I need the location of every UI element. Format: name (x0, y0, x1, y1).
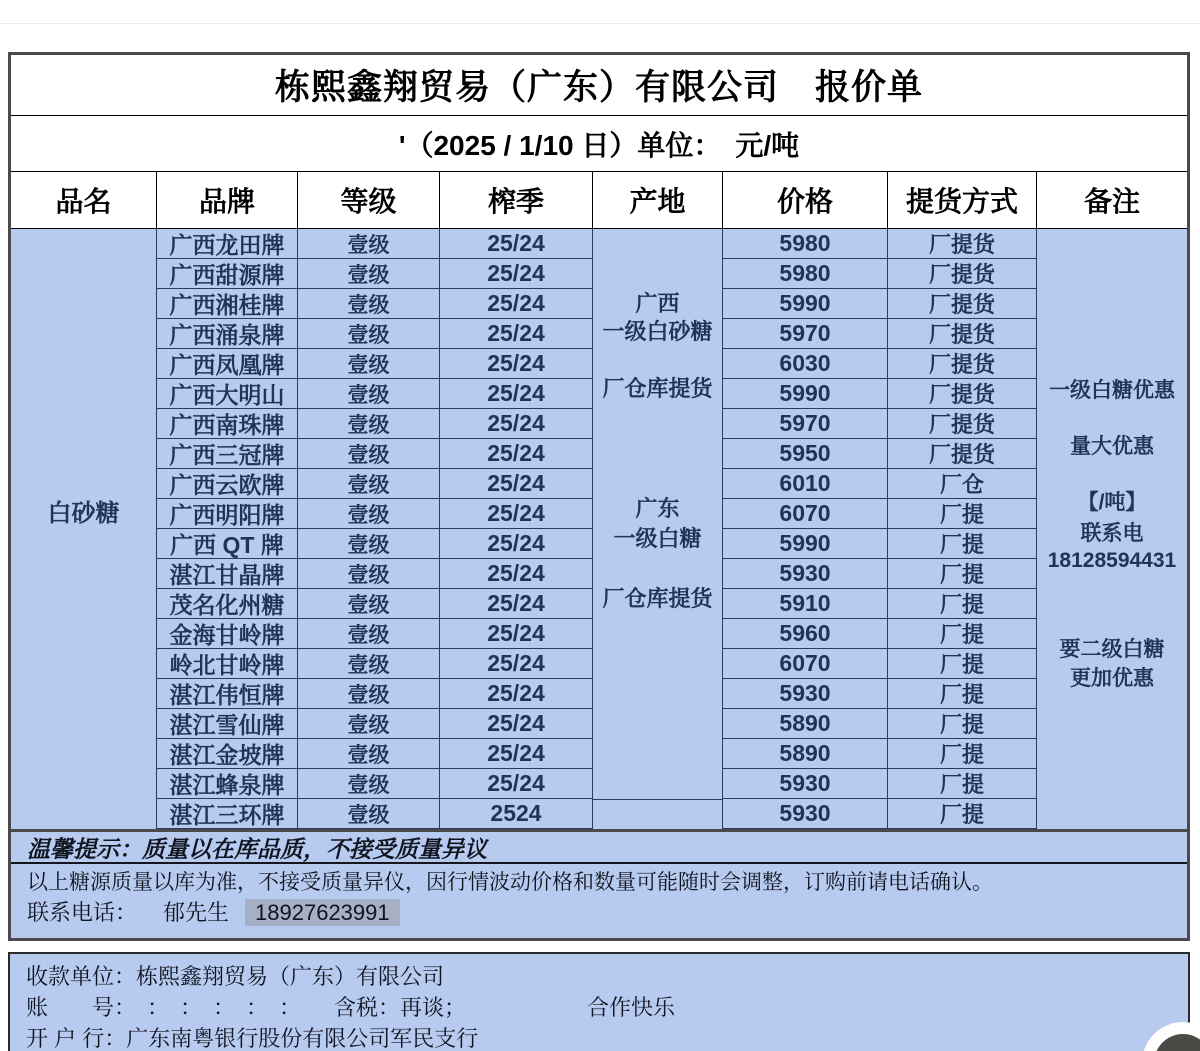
season-cell: 25/24 (440, 379, 593, 409)
table-row (157, 769, 593, 799)
grade-cell: 壹级 (298, 589, 440, 619)
season-cell: 25/24 (440, 559, 593, 589)
grade-cell: 壹级 (298, 439, 440, 469)
season-cell: 25/24 (440, 469, 593, 499)
brand-cell: 广西大明山 (157, 379, 298, 409)
season-cell: 25/24 (440, 709, 593, 739)
table-row (157, 349, 593, 379)
table-row (157, 559, 593, 589)
pickup-cell: 厂提货 (888, 379, 1037, 409)
column-header: 价格 (723, 172, 888, 228)
origin-text: 厂仓库提货 (602, 586, 713, 611)
disclaimer-line: 以上糖源质量以库为准，不接受质量异仪，因行情波动价格和数量可能随时会调整，订购前请电话确认。 (27, 871, 993, 894)
pickup-cell: 厂仓 (888, 469, 1037, 499)
contact-name: 郁先生 (163, 900, 230, 925)
table-row (723, 469, 1037, 499)
brand-cell: 茂名化州糖 (157, 589, 298, 619)
remark-text: 要二级白糖 (1059, 638, 1165, 661)
grade-cell: 壹级 (298, 289, 440, 319)
brand-cell: 广西涌泉牌 (157, 319, 298, 349)
grade-cell: 壹级 (298, 379, 440, 409)
brand-cell: 金海甘岭牌 (157, 619, 298, 649)
grade-cell: 壹级 (298, 319, 440, 349)
date-row (11, 116, 1187, 172)
table-row (723, 679, 1037, 709)
table-row (723, 229, 1037, 259)
table-row (723, 349, 1037, 379)
season-cell: 25/24 (440, 589, 593, 619)
bank-line: 开 户 行：广东南粤银行股份有限公司军民支行 (26, 1026, 479, 1051)
season-cell: 25/24 (440, 649, 593, 679)
grade-cell: 壹级 (298, 709, 440, 739)
price-cell: 6030 (723, 349, 888, 379)
column-header: 备注 (1083, 186, 1140, 217)
title-row (11, 55, 1187, 116)
price-cell: 5910 (723, 589, 888, 619)
grade-cell: 壹级 (298, 409, 440, 439)
season-cell: 25/24 (440, 229, 593, 259)
remark-text: 量大优惠 (1070, 435, 1154, 458)
price-cell: 5990 (723, 289, 888, 319)
table-row (723, 499, 1037, 529)
origin-text: 一级白糖 (613, 526, 702, 551)
origin-text: 一级白砂糖 (602, 319, 713, 344)
table-row (723, 769, 1037, 799)
pickup-cell: 厂提 (888, 619, 1037, 649)
company-title: 栋熙鑫翔贸易（广东）有限公司 报价单 (274, 68, 923, 107)
pickup-cell: 厂提货 (888, 319, 1037, 349)
brand-cell: 广西湘桂牌 (157, 289, 298, 319)
price-cell: 6010 (723, 469, 888, 499)
price-cell: 6070 (723, 499, 888, 529)
season-cell: 25/24 (440, 319, 593, 349)
remark-text: 联系电 (1080, 522, 1144, 545)
pickup-cell: 厂提货 (888, 229, 1037, 259)
grade-cell: 壹级 (298, 799, 440, 829)
table-row (157, 619, 593, 649)
season-cell: 25/24 (440, 499, 593, 529)
season-cell: 2524 (440, 799, 593, 829)
brand-cell: 湛江三环牌 (157, 799, 298, 829)
brand-cell: 湛江蜂泉牌 (157, 769, 298, 799)
origin-text: 广东 (635, 496, 680, 521)
pickup-cell: 厂提 (888, 649, 1037, 679)
column-header: 品名 (11, 172, 157, 228)
grade-cell: 壹级 (298, 619, 440, 649)
table-row (723, 619, 1037, 649)
price-cell: 5980 (723, 229, 888, 259)
brand-cell: 广西南珠牌 (157, 409, 298, 439)
table-row (157, 709, 593, 739)
payee-line: 收款单位：栋熙鑫翔贸易（广东）有限公司 (26, 964, 445, 989)
table-row (157, 379, 593, 409)
quotation-table (8, 52, 1190, 832)
table-row (157, 529, 593, 559)
table-row (723, 589, 1037, 619)
pickup-cell: 厂提 (888, 799, 1037, 829)
table-row (157, 319, 593, 349)
contact-line (27, 897, 1171, 929)
contact-phone: 18927623991 (245, 899, 400, 926)
table-row (723, 709, 1037, 739)
account-line: 账 号： ： ： ： ： ： 含税：再谈； 合作快乐 (26, 995, 676, 1020)
pickup-cell: 厂提货 (888, 439, 1037, 469)
grade-cell: 壹级 (298, 529, 440, 559)
table-row (723, 739, 1037, 769)
price-cell: 5930 (723, 679, 888, 709)
season-cell: 25/24 (440, 289, 593, 319)
season-cell: 25/24 (440, 349, 593, 379)
price-cell: 6070 (723, 649, 888, 679)
column-header: 榨季 (440, 172, 593, 228)
price-pickup-rows (723, 229, 1037, 829)
brand-cell: 广西云欧牌 (157, 469, 298, 499)
table-row (723, 379, 1037, 409)
grade-cell: 壹级 (298, 739, 440, 769)
price-cell: 5980 (723, 259, 888, 289)
season-cell: 25/24 (440, 529, 593, 559)
grade-cell: 壹级 (298, 469, 440, 499)
price-cell: 5990 (723, 379, 888, 409)
grade-cell: 壹级 (298, 499, 440, 529)
table-row (723, 799, 1037, 829)
table-row (723, 529, 1037, 559)
brand-cell: 广西龙田牌 (157, 229, 298, 259)
price-cell: 5970 (723, 319, 888, 349)
grade-cell: 壹级 (298, 649, 440, 679)
brand-cell: 广西明阳牌 (157, 499, 298, 529)
grade-cell: 壹级 (298, 229, 440, 259)
table-row (723, 649, 1037, 679)
table-row (157, 229, 593, 259)
date-unit-line: '（2025 / 1/10 日）单位： 元/吨 (398, 129, 800, 161)
payment-block (8, 952, 1190, 1051)
grade-cell: 壹级 (298, 679, 440, 709)
column-header: 品牌 (157, 172, 298, 228)
table-row (723, 289, 1037, 319)
season-cell: 25/24 (440, 739, 593, 769)
brand-cell: 广西甜源牌 (157, 259, 298, 289)
pickup-cell: 厂提 (888, 559, 1037, 589)
grade-cell: 壹级 (298, 769, 440, 799)
grade-cell: 壹级 (298, 259, 440, 289)
pickup-cell: 厂提 (888, 589, 1037, 619)
price-cell: 5930 (723, 799, 888, 829)
season-cell: 25/24 (440, 259, 593, 289)
brand-cell: 广西凤凰牌 (157, 349, 298, 379)
tip-row (11, 832, 1187, 864)
season-cell: 25/24 (440, 439, 593, 469)
price-cell: 5960 (723, 619, 888, 649)
info-block (11, 864, 1187, 929)
column-header: 产地 (593, 172, 723, 228)
table-row (723, 439, 1037, 469)
grade-cell: 壹级 (298, 559, 440, 589)
remarks-cell (1037, 229, 1187, 829)
pickup-cell: 厂提 (888, 769, 1037, 799)
remark-text: 一级白糖优惠 (1049, 379, 1175, 402)
origin-text: 厂仓库提货 (602, 376, 713, 401)
table-header-row (11, 172, 1187, 229)
table-row (157, 739, 593, 769)
season-cell: 25/24 (440, 619, 593, 649)
column-header: 提货方式 (888, 172, 1037, 228)
pickup-cell: 厂提 (888, 709, 1037, 739)
grade-cell: 壹级 (298, 349, 440, 379)
price-cell: 5970 (723, 409, 888, 439)
brand-cell: 湛江金坡牌 (157, 739, 298, 769)
pickup-cell: 厂提 (888, 679, 1037, 709)
table-row (157, 649, 593, 679)
remark-text: 更加优惠 (1070, 667, 1154, 690)
brand-cell: 湛江伟恒牌 (157, 679, 298, 709)
table-row (157, 439, 593, 469)
contact-label: 联系电话： (27, 900, 138, 925)
tip-text: 温馨提示：质量以在库品质，不接受质量异议 (27, 835, 487, 862)
table-row (157, 259, 593, 289)
brand-cell: 湛江甘晶牌 (157, 559, 298, 589)
table-body (11, 229, 1187, 829)
price-cell: 5930 (723, 769, 888, 799)
price-cell: 5890 (723, 739, 888, 769)
product-name: 白砂糖 (47, 500, 120, 527)
pickup-cell: 厂提 (888, 529, 1037, 559)
notes-block (8, 832, 1190, 941)
price-cell: 5890 (723, 709, 888, 739)
season-cell: 25/24 (440, 769, 593, 799)
table-row (157, 499, 593, 529)
pickup-cell: 厂提货 (888, 259, 1037, 289)
pickup-cell: 厂提 (888, 499, 1037, 529)
brand-cell: 湛江雪仙牌 (157, 709, 298, 739)
table-row (723, 409, 1037, 439)
remark-text: 18128594431 (1047, 549, 1177, 572)
column-header: 等级 (298, 172, 440, 228)
table-row (723, 559, 1037, 589)
season-cell: 25/24 (440, 679, 593, 709)
remark-text: 【/吨】 (1077, 491, 1147, 514)
pickup-cell: 厂提货 (888, 409, 1037, 439)
table-row (157, 409, 593, 439)
table-row (157, 799, 593, 829)
origin-cell (593, 229, 723, 829)
brand-cell: 广西 QT 牌 (157, 529, 298, 559)
price-cell: 5950 (723, 439, 888, 469)
table-row (157, 469, 593, 499)
table-row (723, 319, 1037, 349)
price-cell: 5990 (723, 529, 888, 559)
pickup-cell: 厂提货 (888, 349, 1037, 379)
table-row (157, 589, 593, 619)
table-row (157, 289, 593, 319)
season-cell: 25/24 (440, 409, 593, 439)
top-divider (0, 23, 1200, 24)
pickup-cell: 厂提 (888, 739, 1037, 769)
origin-divider (593, 799, 722, 800)
price-cell: 5930 (723, 559, 888, 589)
origin-text: 广西 (635, 291, 680, 316)
product-name-cell (11, 229, 157, 829)
table-row (723, 259, 1037, 289)
table-row (157, 679, 593, 709)
pickup-cell: 厂提货 (888, 289, 1037, 319)
brand-cell: 岭北甘岭牌 (157, 649, 298, 679)
brand-grade-season-rows (157, 229, 593, 829)
brand-cell: 广西三冠牌 (157, 439, 298, 469)
